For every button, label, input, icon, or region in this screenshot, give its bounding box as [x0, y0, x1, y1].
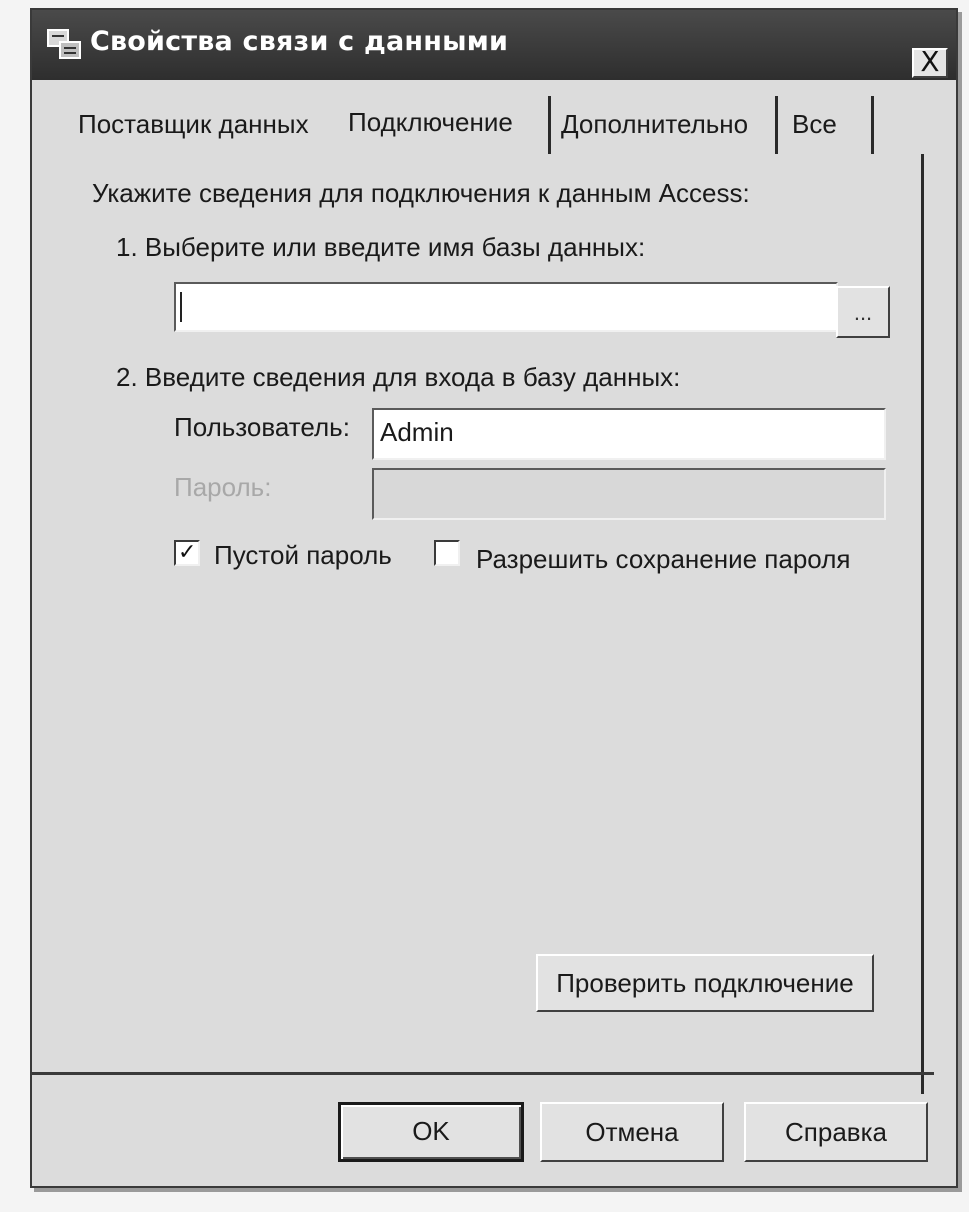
title-bar[interactable] — [32, 10, 956, 80]
step1-label: 1. Выберите или введите имя базы данных: — [116, 232, 646, 262]
blank-password-label[interactable]: Пустой пароль — [214, 540, 392, 570]
step2-label: 2. Введите сведения для входа в базу данных: — [116, 362, 681, 392]
allow-save-password-label[interactable]: Разрешить сохранение пароля — [476, 544, 851, 574]
user-label: Пользователь: — [174, 412, 350, 442]
password-label: Пароль: — [174, 472, 272, 502]
data-link-icon — [46, 28, 82, 62]
intro-text: Укажите сведения для подключения к данным Access: — [92, 178, 750, 208]
tab-advanced[interactable]: Дополнительно — [548, 96, 778, 154]
close-icon: X — [920, 45, 940, 78]
password-input[interactable] — [372, 468, 886, 520]
cancel-button[interactable]: Отмена — [540, 1102, 724, 1162]
database-name-input[interactable] — [174, 282, 838, 332]
ok-button[interactable]: OK — [338, 1102, 524, 1162]
user-input[interactable]: Admin — [372, 408, 886, 460]
help-button[interactable]: Справка — [744, 1102, 928, 1162]
data-link-properties-dialog — [30, 8, 958, 1188]
checkmark-icon: ✓ — [178, 540, 197, 565]
browse-button[interactable]: ... — [836, 286, 890, 338]
blank-password-checkbox[interactable] — [174, 540, 200, 566]
allow-save-password-checkbox[interactable] — [434, 540, 460, 566]
tab-provider[interactable]: Поставщик данных — [78, 109, 309, 139]
footer-divider — [32, 1072, 934, 1075]
text-caret — [180, 292, 182, 322]
tab-connection[interactable]: Подключение — [348, 107, 513, 137]
tab-all[interactable]: Все — [782, 96, 874, 154]
test-connection-button[interactable]: Проверить подключение — [536, 954, 874, 1012]
window-title: Свойства связи с данными — [90, 26, 509, 57]
close-button[interactable] — [912, 45, 948, 78]
